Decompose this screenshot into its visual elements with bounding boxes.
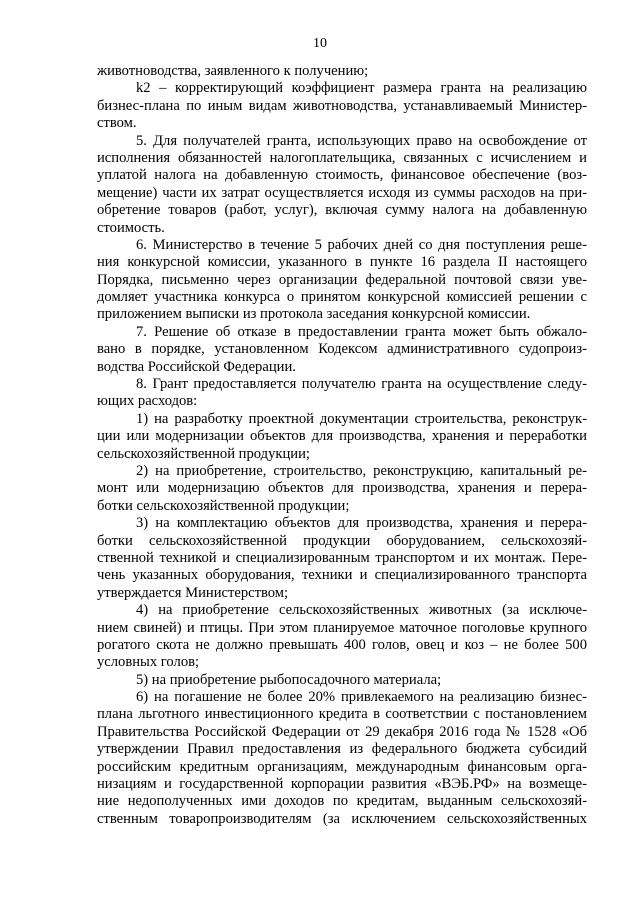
text-line: 8. Грант предоставляется получателю гранта на осуществление следу- (136, 376, 587, 393)
text-line: уплатой налога на добавленную стоимость, финансовое обеспечение (воз- (97, 167, 587, 184)
paragraph (97, 689, 587, 828)
text-line: бизнес-плана по иным видам животноводства, устанавливаемый Министер- (97, 97, 587, 114)
text-line: низациям и государственной корпорации развития «ВЭБ.РФ» на возмеще- (97, 776, 587, 793)
text-line: обретение товаров (работ, услуг), включая сумму налога на добавленную (97, 202, 587, 219)
paragraph (97, 80, 587, 132)
paragraph (97, 324, 587, 376)
text-line: ции или модернизации объектов для производства, хранения и переработки (97, 428, 587, 445)
paragraph (97, 463, 587, 515)
text-line: монт или модернизацию объектов для производства, хранения и перера- (97, 480, 587, 497)
paragraph (97, 376, 587, 411)
text-line: российским кредитным организациям, международным финансовым орга- (97, 758, 587, 775)
text-line: рогатого скота не должно превышать 400 голов, овец и коз – не более 500 (97, 636, 587, 653)
paragraph (97, 602, 587, 672)
text-line: ботки сельскохозяйственной продукции; (97, 497, 350, 514)
text-line: утверждении Правил предоставления из федерального бюджета субсидий (97, 741, 587, 758)
paragraph (97, 411, 587, 463)
text-line: вано в порядке, установленном Кодексом административного судопроиз- (97, 341, 587, 358)
text-line: 7. Решение об отказе в предоставлении гранта может быть обжало- (136, 323, 587, 340)
text-line: 6. Министерство в течение 5 рабочих дней со дня поступления реше- (136, 236, 587, 253)
text-line: утверждается Министерством; (97, 584, 289, 601)
text-line: ственным товаропроизводителям (за исключением сельскохозяйственных (97, 810, 587, 827)
text-line: 1) на разработку проектной документации строительства, реконструк- (136, 410, 587, 427)
text-line: ющих расходов: (97, 393, 198, 410)
text-line: нием свиней) и птицы. При этом планируемое маточное поголовье крупного (97, 619, 587, 636)
text-line: ботки сельскохозяйственной продукции оборудованием, сельскохозяй- (97, 532, 587, 549)
text-line: стоимость. (97, 219, 165, 236)
text-line: 6) на погашение не более 20% привлекаемого на реализацию бизнес- (136, 689, 587, 706)
text-line: домляет участника конкурса о принятом конкурсной комиссией решении с (97, 289, 587, 306)
text-line: 2) на приобретение, строительство, реконструкцию, капитальный ре- (136, 462, 587, 479)
text-line: ственной техникой и специализированным транспортом и их монтаж. Пере- (97, 549, 587, 566)
text-line: Порядка, письменно через организации федеральной почтовой связи уве- (97, 271, 587, 288)
text-line: ния конкурсной комиссии, указанного в пункте 16 раздела II настоящего (97, 254, 587, 271)
text-line: водства Российской Федерации. (97, 358, 296, 375)
paragraph (97, 672, 587, 689)
page-number: 10 (313, 36, 327, 51)
document-body (97, 63, 587, 828)
paragraph (97, 63, 587, 80)
text-line: k2 – корректирующий коэффициент размера гранта на реализацию (136, 80, 587, 97)
text-line: животноводства, заявленного к получению; (97, 63, 369, 79)
text-line: плана льготного инвестиционного кредита в соответствии с постановлением (97, 706, 587, 723)
text-line: 4) на приобретение сельскохозяйственных животных (за исключе- (136, 602, 587, 619)
text-line: мещение) части их затрат осуществляется исходя из суммы расходов на при- (97, 184, 587, 201)
text-line: ством. (97, 115, 137, 132)
text-line: приложением выписки из протокола заседания конкурсной комиссии. (97, 306, 531, 323)
text-line: Правительства Российской Федерации от 29 декабря 2016 года № 1528 «Об (97, 723, 587, 740)
text-line: исполнения обязанностей налогоплательщика, связанных с исчислением и (97, 149, 587, 166)
paragraph (97, 133, 587, 237)
paragraph (97, 515, 587, 602)
text-line: ние недополученных ими доходов по кредитам, выданным сельскохозяй- (97, 793, 587, 810)
text-line: 5. Для получателей гранта, использующих право на освобождение от (136, 132, 587, 149)
text-line: сельскохозяйственной продукции; (97, 445, 310, 462)
text-line: 3) на комплектацию объектов для производства, хранения и перера- (136, 515, 587, 532)
paragraph (97, 237, 587, 324)
text-line: чень указанных оборудования, техники и специализированного транспорта (97, 567, 587, 584)
text-line: 5) на приобретение рыбопосадочного материала; (136, 671, 442, 688)
text-line: условных голов; (97, 654, 200, 671)
